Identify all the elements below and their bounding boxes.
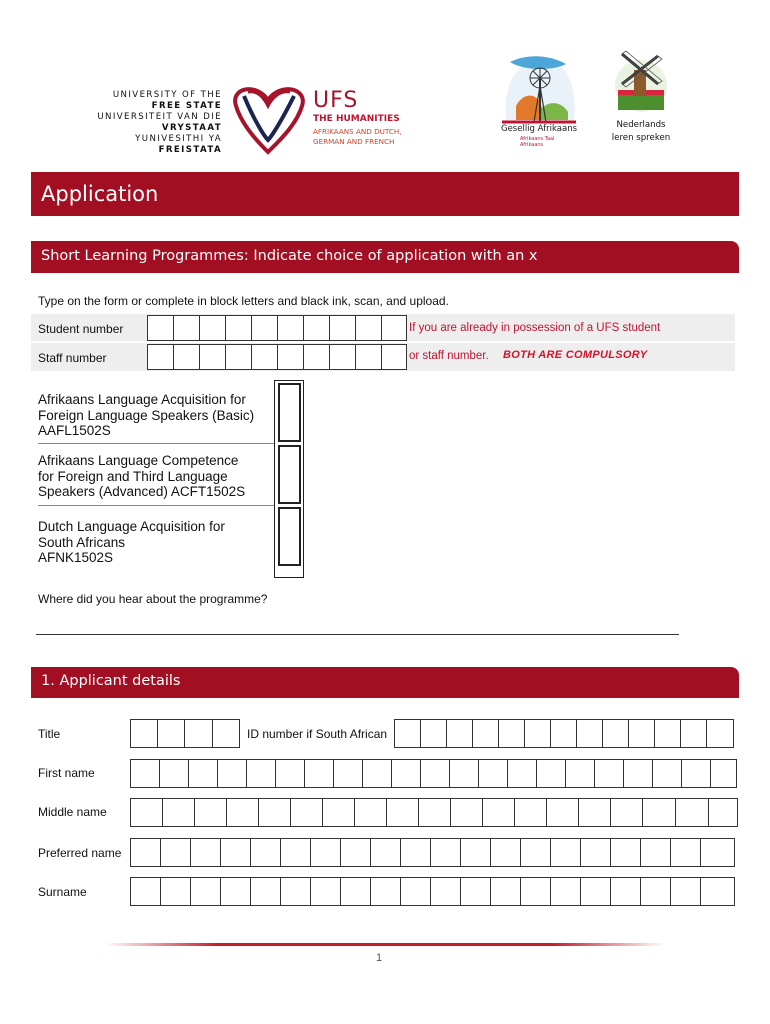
char-box[interactable] <box>130 877 160 906</box>
programme-3-line-2: South Africans <box>38 534 126 550</box>
char-box[interactable] <box>576 719 602 748</box>
char-box[interactable] <box>478 759 507 788</box>
char-box[interactable] <box>490 877 520 906</box>
digit-box[interactable] <box>355 315 381 341</box>
char-box[interactable] <box>514 798 546 827</box>
char-box[interactable] <box>226 798 258 827</box>
digit-box[interactable] <box>147 315 173 341</box>
char-box[interactable] <box>290 798 322 827</box>
gesellig-afrikaans-subtitle <box>520 136 555 148</box>
digit-box[interactable] <box>147 344 173 370</box>
surname-input[interactable] <box>130 877 735 906</box>
char-box[interactable] <box>472 719 498 748</box>
char-box[interactable] <box>706 719 734 748</box>
char-box[interactable] <box>258 798 290 827</box>
university-line-3: UNIVERSITEIT VAN DIE <box>97 112 222 122</box>
char-box[interactable] <box>550 877 580 906</box>
char-box[interactable] <box>594 759 623 788</box>
char-box[interactable] <box>162 798 194 827</box>
university-line-6: FREISTATA <box>158 145 222 155</box>
char-box[interactable] <box>322 798 354 827</box>
dutch-windmill-logo-icon <box>612 50 670 118</box>
digit-box[interactable] <box>381 344 407 370</box>
char-box[interactable] <box>333 759 362 788</box>
university-line-5: YUNIVESITHI YA <box>135 134 222 144</box>
programme-separator <box>38 443 274 444</box>
char-box[interactable] <box>546 798 578 827</box>
char-box[interactable] <box>386 798 418 827</box>
char-box[interactable] <box>565 759 594 788</box>
middle-name-input[interactable] <box>130 798 738 827</box>
char-box[interactable] <box>550 719 576 748</box>
char-box[interactable] <box>680 719 706 748</box>
char-box[interactable] <box>628 719 654 748</box>
programme-1-code: AAFL1502S <box>38 423 111 438</box>
char-box[interactable] <box>520 838 550 867</box>
char-box[interactable] <box>190 877 220 906</box>
char-box[interactable] <box>610 838 640 867</box>
char-box[interactable] <box>430 838 460 867</box>
hear-about-answer-line[interactable] <box>36 634 679 635</box>
programme-separator <box>38 505 274 506</box>
char-box[interactable] <box>654 719 680 748</box>
digit-box[interactable] <box>173 344 199 370</box>
title-label: Title <box>38 727 61 741</box>
programme-2-line-1: Afrikaans Language Competence <box>38 453 239 468</box>
char-box[interactable] <box>370 838 400 867</box>
char-box[interactable] <box>280 838 310 867</box>
char-box[interactable] <box>310 877 340 906</box>
programme-2-checkbox[interactable] <box>278 445 301 504</box>
digit-box[interactable] <box>355 344 381 370</box>
char-box[interactable] <box>250 877 280 906</box>
char-box[interactable] <box>420 719 446 748</box>
char-box[interactable] <box>681 759 710 788</box>
char-box[interactable] <box>400 838 430 867</box>
char-box[interactable] <box>275 759 304 788</box>
char-box[interactable] <box>507 759 536 788</box>
char-box[interactable] <box>217 759 246 788</box>
char-box[interactable] <box>640 838 670 867</box>
digit-box[interactable] <box>199 344 225 370</box>
char-box[interactable] <box>490 838 520 867</box>
char-box[interactable] <box>482 798 514 827</box>
char-box[interactable] <box>446 719 472 748</box>
char-box[interactable] <box>642 798 675 827</box>
ufs-wordmark: UFS <box>313 88 359 113</box>
digit-box[interactable] <box>225 315 251 341</box>
char-box[interactable] <box>370 877 400 906</box>
char-box[interactable] <box>640 877 670 906</box>
char-box[interactable] <box>536 759 565 788</box>
department-name <box>313 127 402 147</box>
char-box[interactable] <box>394 719 420 748</box>
instructions-text: Type on the form or complete in block letters and black ink, scan, and upload. <box>38 294 449 308</box>
gesellig-afrikaans-title: Gesellig Afrikaans <box>500 124 578 134</box>
university-line-2: FREE STATE <box>151 101 222 111</box>
student-number-input[interactable] <box>147 315 407 341</box>
surname-label: Surname <box>38 885 87 899</box>
char-box[interactable] <box>602 719 628 748</box>
char-box[interactable] <box>710 759 737 788</box>
char-box[interactable] <box>700 877 735 906</box>
char-box[interactable] <box>157 719 184 748</box>
staff-number-input[interactable] <box>147 344 407 370</box>
char-box[interactable] <box>220 838 250 867</box>
char-box[interactable] <box>280 877 310 906</box>
char-box[interactable] <box>580 877 610 906</box>
digit-box[interactable] <box>251 344 277 370</box>
windmill-logo-icon <box>496 50 582 130</box>
digit-box[interactable] <box>303 315 329 341</box>
char-box[interactable] <box>700 838 735 867</box>
university-line-4: VRYSTAAT <box>161 123 222 133</box>
char-box[interactable] <box>362 759 391 788</box>
char-box[interactable] <box>159 759 188 788</box>
department-line-2: GERMAN AND FRENCH <box>313 137 395 146</box>
char-box[interactable] <box>160 838 190 867</box>
page-number: 1 <box>376 952 383 964</box>
char-box[interactable] <box>610 877 640 906</box>
programme-3-code: AFNK1502S <box>38 550 114 565</box>
char-box[interactable] <box>188 759 217 788</box>
char-box[interactable] <box>418 798 450 827</box>
nl-title-line-2: leren spreken <box>611 133 671 143</box>
digit-box[interactable] <box>303 344 329 370</box>
char-box[interactable] <box>212 719 240 748</box>
programme-option-1 <box>38 392 254 439</box>
programme-1-line-1: Afrikaans Language Acquisition for <box>38 392 246 407</box>
programme-2-code: Speakers (Advanced) ACFT1502S <box>38 484 246 499</box>
char-box[interactable] <box>130 798 162 827</box>
footer-divider <box>105 943 665 946</box>
char-box[interactable] <box>652 759 681 788</box>
middle-name-label: Middle name <box>38 805 107 819</box>
char-box[interactable] <box>498 719 524 748</box>
char-box[interactable] <box>580 838 610 867</box>
university-name <box>96 90 222 156</box>
char-box[interactable] <box>194 798 226 827</box>
digit-box[interactable] <box>251 315 277 341</box>
applicant-details-banner: 1. Applicant details <box>31 667 739 698</box>
id-number-input[interactable] <box>394 719 734 748</box>
department-line-1: AFRIKAANS AND DUTCH, <box>313 127 402 136</box>
programme-1-checkbox[interactable] <box>278 383 301 442</box>
digit-box[interactable] <box>173 315 199 341</box>
preferred-name-label: Preferred name <box>38 846 122 860</box>
compulsory-note: BOTH ARE COMPULSORY <box>503 349 648 361</box>
char-box[interactable] <box>246 759 275 788</box>
char-box[interactable] <box>354 798 386 827</box>
char-box[interactable] <box>391 759 420 788</box>
char-box[interactable] <box>304 759 333 788</box>
char-box[interactable] <box>220 877 250 906</box>
slp-banner: Short Learning Programmes: Indicate choice of application with an x <box>31 241 739 273</box>
char-box[interactable] <box>550 838 580 867</box>
nederlands-title <box>602 119 680 145</box>
char-box[interactable] <box>310 838 340 867</box>
char-box[interactable] <box>460 838 490 867</box>
char-box[interactable] <box>130 719 157 748</box>
char-box[interactable] <box>250 838 280 867</box>
char-box[interactable] <box>578 798 610 827</box>
char-box[interactable] <box>420 759 449 788</box>
programme-3-line-1: Dutch Language Acquisition for <box>38 519 225 534</box>
ga-sub-line-1: Afrikaans Taal <box>520 136 555 142</box>
char-box[interactable] <box>340 877 370 906</box>
number-note-line-2: or staff number. <box>409 350 489 362</box>
digit-box[interactable] <box>329 315 355 341</box>
ufs-heart-logo-icon <box>228 80 310 156</box>
programme-option-3 <box>38 519 225 566</box>
nl-title-line-1: Nederlands <box>616 120 666 130</box>
char-box[interactable] <box>460 877 490 906</box>
char-box[interactable] <box>520 877 550 906</box>
char-box[interactable] <box>524 719 550 748</box>
char-box[interactable] <box>190 838 220 867</box>
char-box[interactable] <box>160 877 190 906</box>
char-box[interactable] <box>610 798 642 827</box>
ga-sub-line-2: Afrikaans <box>520 142 544 148</box>
char-box[interactable] <box>675 798 708 827</box>
char-box[interactable] <box>450 798 482 827</box>
table-divider <box>31 341 735 343</box>
title-input[interactable] <box>130 719 240 748</box>
digit-box[interactable] <box>225 344 251 370</box>
char-box[interactable] <box>130 838 160 867</box>
digit-box[interactable] <box>329 344 355 370</box>
id-number-label: ID number if South African <box>247 727 388 741</box>
char-box[interactable] <box>670 877 700 906</box>
char-box[interactable] <box>623 759 652 788</box>
preferred-name-input[interactable] <box>130 838 735 867</box>
digit-box[interactable] <box>277 344 303 370</box>
staff-number-label: Staff number <box>38 351 107 365</box>
char-box[interactable] <box>184 719 212 748</box>
first-name-label: First name <box>38 766 95 780</box>
programme-3-checkbox[interactable] <box>278 507 301 566</box>
char-box[interactable] <box>449 759 478 788</box>
programme-1-line-2: Foreign Language Speakers (Basic) <box>38 407 255 423</box>
char-box[interactable] <box>430 877 460 906</box>
char-box[interactable] <box>340 838 370 867</box>
university-line-1: UNIVERSITY OF THE <box>112 90 222 100</box>
number-note-line-1: If you are already in possession of a UFS student <box>409 322 661 334</box>
first-name-input[interactable] <box>130 759 737 788</box>
digit-box[interactable] <box>199 315 225 341</box>
student-number-label: Student number <box>38 322 124 336</box>
char-box[interactable] <box>400 877 430 906</box>
hear-about-question: Where did you hear about the programme? <box>38 592 268 606</box>
char-box[interactable] <box>670 838 700 867</box>
digit-box[interactable] <box>277 315 303 341</box>
programme-option-2 <box>38 453 245 500</box>
application-banner: Application <box>31 172 739 216</box>
programme-2-line-2: for Foreign and Third Language <box>38 468 228 484</box>
char-box[interactable] <box>708 798 738 827</box>
char-box[interactable] <box>130 759 159 788</box>
digit-box[interactable] <box>381 315 407 341</box>
faculty-name: THE HUMANITIES <box>313 114 400 124</box>
